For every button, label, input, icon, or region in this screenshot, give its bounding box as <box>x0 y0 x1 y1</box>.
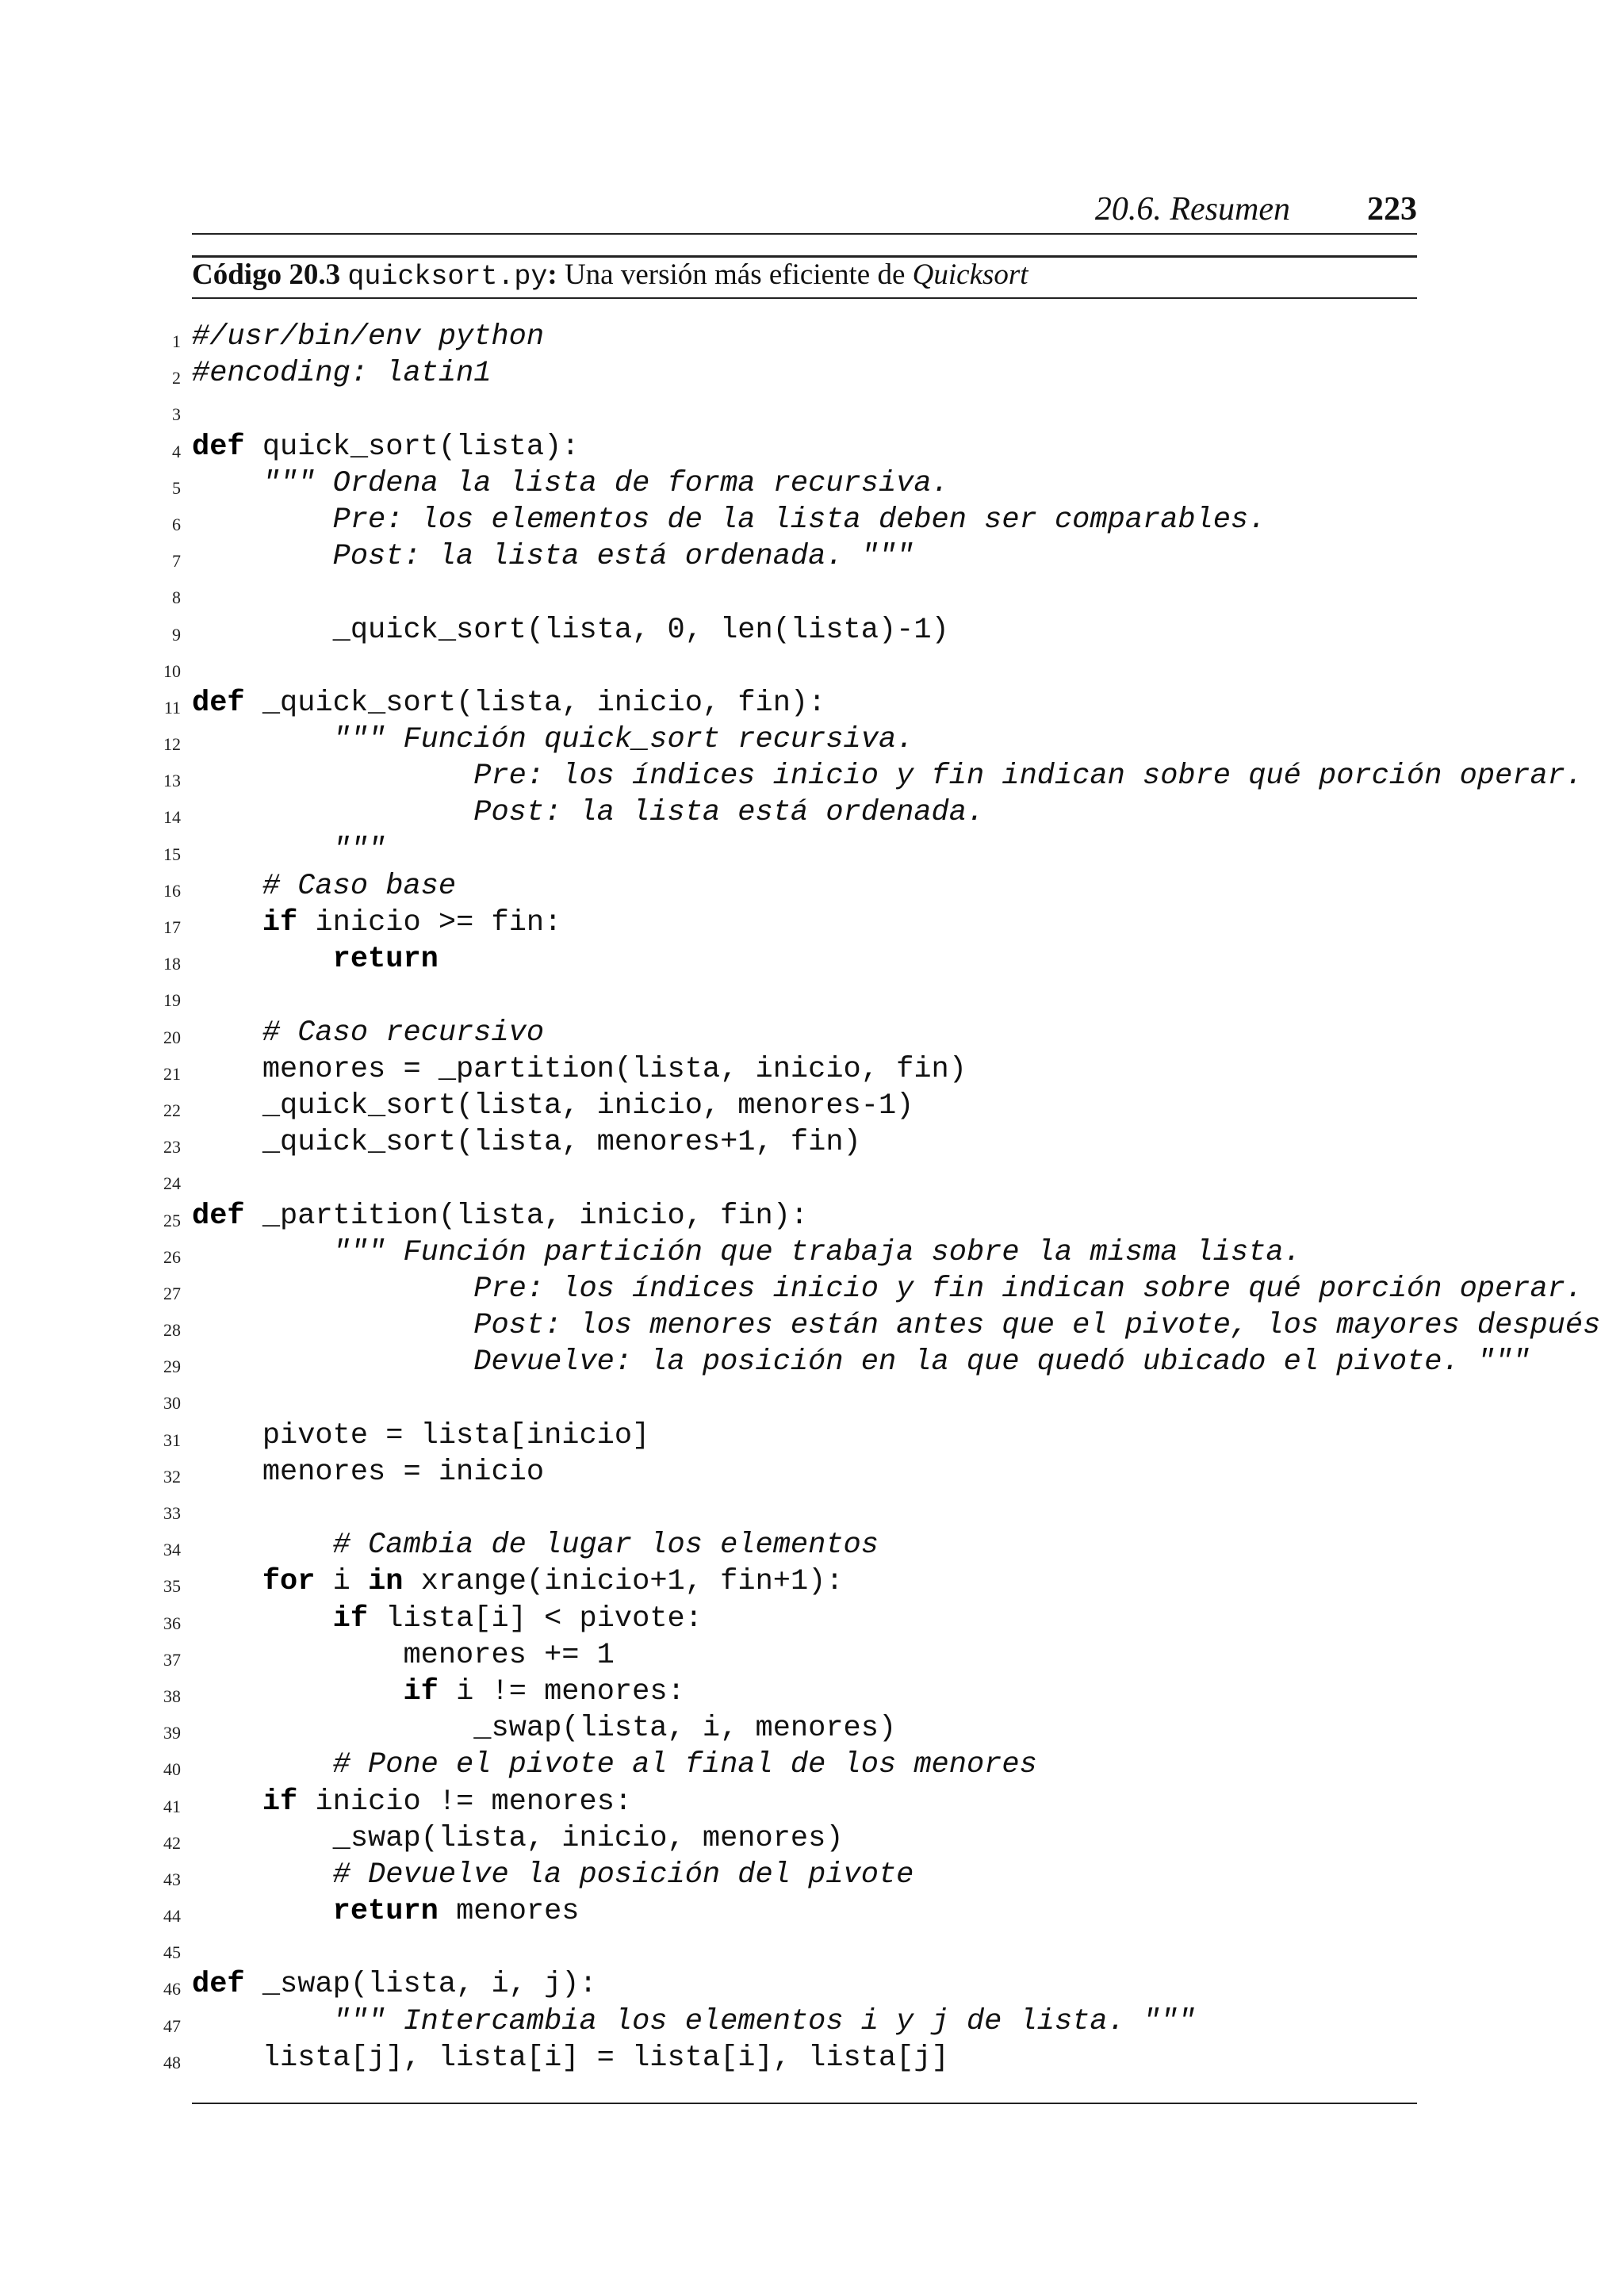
code-text <box>192 1747 1037 1783</box>
code-line <box>0 1490 1624 1527</box>
code-text <box>192 1454 544 1490</box>
code-keyword: return <box>332 1895 439 1929</box>
code-token <box>192 1785 262 1819</box>
code-comment: """ Intercambia los elementos i y j de lista. """ <box>192 2004 1196 2038</box>
line-number: 11 <box>163 697 181 718</box>
code-text <box>192 1527 879 1563</box>
code-line <box>0 1820 1624 1857</box>
code-line <box>0 1601 1624 1637</box>
code-comment: # Caso base <box>192 869 457 903</box>
code-line <box>0 1637 1624 1674</box>
code-token: _quick_sort(lista, menores+1, fin) <box>192 1126 861 1160</box>
line-number: 36 <box>163 1613 181 1633</box>
code-line <box>0 1454 1624 1490</box>
line-number: 10 <box>163 660 181 681</box>
code-text <box>192 1418 649 1454</box>
code-text <box>192 355 491 392</box>
code-line <box>0 832 1624 868</box>
page-number: 223 <box>1367 191 1417 228</box>
line-number: 8 <box>172 587 181 608</box>
code-line <box>0 355 1624 392</box>
code-token: menores += 1 <box>192 1638 615 1672</box>
code-keyword: for <box>262 1565 316 1599</box>
code-line <box>0 575 1624 611</box>
code-line <box>0 685 1624 721</box>
line-number: 17 <box>163 917 181 937</box>
code-line <box>0 1893 1624 1930</box>
code-line <box>0 794 1624 831</box>
code-token: _quick_sort(lista, 0, len(lista)-1) <box>192 613 949 647</box>
code-comment: """ Función partición que trabaja sobre la misma lista. <box>192 1235 1301 1269</box>
code-line <box>0 941 1624 978</box>
line-number: 32 <box>163 1466 181 1487</box>
line-number: 19 <box>163 990 181 1011</box>
code-line <box>0 1710 1624 1747</box>
code-text <box>192 1893 580 1930</box>
line-number: 37 <box>163 1649 181 1670</box>
code-text <box>192 758 1583 794</box>
code-keyword: def <box>192 1968 245 2002</box>
line-number: 20 <box>163 1027 181 1047</box>
line-number: 25 <box>163 1210 181 1230</box>
code-text <box>192 832 385 868</box>
code-comment: """ Ordena la lista de forma recursiva. <box>192 466 949 500</box>
line-number: 47 <box>163 2015 181 2036</box>
code-comment: Post: la lista está ordenada. """ <box>192 540 914 574</box>
listing-bottom-rule <box>192 2103 1417 2104</box>
code-text <box>192 794 984 831</box>
code-token: menores = inicio <box>192 1455 545 1489</box>
code-token: _quick_sort(lista, inicio, fin): <box>244 686 826 720</box>
code-token <box>192 906 262 939</box>
line-number: 43 <box>163 1869 181 1889</box>
code-line <box>0 1344 1624 1380</box>
line-number: 18 <box>163 954 181 974</box>
caption-bottom-rule <box>192 297 1417 299</box>
code-token: lista[j], lista[i] = lista[i], lista[j] <box>192 2041 949 2075</box>
code-text <box>192 1307 1600 1344</box>
code-token: _swap(lista, i, menores) <box>192 1712 897 1746</box>
code-line <box>0 1124 1624 1161</box>
line-number: 15 <box>163 844 181 864</box>
caption-colon: : <box>547 258 557 291</box>
code-text <box>192 1601 703 1637</box>
code-keyword: def <box>192 430 245 464</box>
code-keyword: def <box>192 1199 245 1233</box>
code-text <box>192 868 456 905</box>
code-token: _swap(lista, i, j): <box>244 1968 597 2002</box>
code-comment: """ <box>192 832 386 867</box>
code-line <box>0 319 1624 355</box>
code-line <box>0 2003 1624 2040</box>
code-comment: """ Función quick_sort recursiva. <box>192 723 914 757</box>
code-keyword: if <box>332 1601 369 1636</box>
line-number: 5 <box>172 477 181 498</box>
code-keyword: def <box>192 686 245 720</box>
line-number: 29 <box>163 1357 181 1377</box>
header-rule <box>192 233 1417 235</box>
caption-text: Una versión más eficiente de <box>557 258 913 291</box>
code-keyword: in <box>368 1565 404 1599</box>
code-text <box>192 1966 597 2003</box>
code-token <box>192 1565 262 1598</box>
code-line <box>0 721 1624 758</box>
code-text <box>192 1088 914 1124</box>
code-token: menores <box>438 1895 580 1929</box>
code-line <box>0 429 1624 465</box>
code-keyword: if <box>262 906 298 939</box>
line-number: 26 <box>163 1246 181 1267</box>
code-comment: #encoding: latin1 <box>192 357 492 391</box>
code-comment: # Devuelve la posición del pivote <box>192 1858 914 1892</box>
code-line <box>0 905 1624 941</box>
code-line <box>0 1527 1624 1563</box>
line-number: 31 <box>163 1429 181 1450</box>
code-token <box>192 1675 403 1709</box>
code-text <box>192 905 561 941</box>
running-header <box>192 187 1417 235</box>
code-line <box>0 465 1624 502</box>
code-line <box>0 1088 1624 1124</box>
code-text <box>192 721 914 758</box>
code-text <box>192 1637 615 1674</box>
code-token: lista[i] < pivote: <box>368 1601 703 1636</box>
code-text <box>192 1563 844 1600</box>
code-line <box>0 392 1624 428</box>
code-line <box>0 1161 1624 1197</box>
code-text <box>192 1271 1583 1307</box>
code-line <box>0 1234 1624 1271</box>
code-token <box>192 1602 333 1636</box>
code-token: menores = _partition(lista, inicio, fin) <box>192 1052 967 1086</box>
code-line <box>0 1198 1624 1234</box>
caption-emphasis: Quicksort <box>912 258 1028 291</box>
line-number: 7 <box>172 551 181 572</box>
line-number: 21 <box>163 1063 181 1084</box>
code-text <box>192 429 580 465</box>
code-token: i <box>315 1565 369 1599</box>
code-line <box>0 612 1624 649</box>
code-line <box>0 1307 1624 1344</box>
code-token <box>192 943 333 976</box>
code-text <box>192 1820 844 1857</box>
code-line <box>0 1563 1624 1600</box>
code-text <box>192 538 914 575</box>
code-token: quick_sort(lista): <box>244 430 580 464</box>
code-comment: Post: la lista está ordenada. <box>192 796 985 830</box>
code-comment: Pre: los elementos de la lista deben ser comparables. <box>192 503 1266 537</box>
code-line <box>0 1015 1624 1051</box>
code-text <box>192 2040 949 2076</box>
code-text <box>192 1198 808 1234</box>
code-comment: #/usr/bin/env python <box>192 320 545 354</box>
line-number: 2 <box>172 368 181 388</box>
code-token: inicio >= fin: <box>297 906 562 939</box>
line-number: 4 <box>172 441 181 461</box>
listing-caption <box>192 257 1417 297</box>
code-comment: Devuelve: la posición en la que quedó ubicado el pivote. """ <box>192 1345 1530 1380</box>
code-comment: Pre: los índices inicio y fin indican sobre qué porción operar. <box>192 760 1584 794</box>
code-text <box>192 1784 632 1820</box>
code-token: inicio != menores: <box>297 1785 633 1819</box>
line-number: 9 <box>172 624 181 645</box>
caption-filename: quicksort.py <box>347 261 548 293</box>
code-line <box>0 1051 1624 1088</box>
code-line <box>0 1930 1624 1966</box>
code-line <box>0 1747 1624 1783</box>
line-number: 46 <box>163 1979 181 1999</box>
code-listing <box>0 319 1624 2076</box>
code-keyword: if <box>403 1674 439 1709</box>
code-text <box>192 1674 685 1710</box>
code-text <box>192 1051 967 1088</box>
code-line <box>0 502 1624 538</box>
code-comment: # Cambia de lugar los elementos <box>192 1529 879 1563</box>
code-text <box>192 1344 1530 1380</box>
code-comment: Post: los menores están antes que el pivote, los mayores después <box>192 1309 1601 1343</box>
line-number: 23 <box>163 1137 181 1158</box>
code-line <box>0 649 1624 685</box>
code-text <box>192 685 825 721</box>
line-number: 39 <box>163 1723 181 1743</box>
code-comment: # Caso recursivo <box>192 1016 545 1050</box>
section-title: 20.6. Resumen <box>1094 191 1290 228</box>
code-text <box>192 2003 1196 2040</box>
code-line <box>0 538 1624 575</box>
code-token: _swap(lista, inicio, menores) <box>192 1821 844 1855</box>
line-number: 44 <box>163 1906 181 1927</box>
code-text <box>192 1857 914 1893</box>
code-token: i != menores: <box>438 1674 685 1709</box>
code-text <box>192 1234 1301 1271</box>
line-number: 34 <box>163 1540 181 1560</box>
code-text <box>192 1124 861 1161</box>
code-text <box>192 612 949 649</box>
code-line <box>0 1857 1624 1893</box>
code-line <box>0 978 1624 1014</box>
line-number: 3 <box>172 404 181 425</box>
line-number: 16 <box>163 880 181 901</box>
code-token: xrange(inicio+1, fin+1): <box>403 1565 844 1599</box>
line-number: 22 <box>163 1100 181 1120</box>
code-text <box>192 941 439 978</box>
code-line <box>0 1966 1624 2003</box>
code-token: _quick_sort(lista, inicio, menores-1) <box>192 1089 914 1123</box>
line-number: 30 <box>163 1393 181 1414</box>
code-text <box>192 502 1266 538</box>
line-number: 13 <box>163 771 181 791</box>
line-number: 33 <box>163 1503 181 1523</box>
code-line <box>0 758 1624 794</box>
line-number: 28 <box>163 1320 181 1341</box>
line-number: 42 <box>163 1832 181 1853</box>
code-line <box>0 1674 1624 1710</box>
code-token: pivote = lista[inicio] <box>192 1418 650 1452</box>
code-token <box>192 1895 333 1928</box>
line-number: 40 <box>163 1759 181 1780</box>
line-number: 38 <box>163 1686 181 1706</box>
code-keyword: if <box>262 1785 298 1819</box>
code-line <box>0 1418 1624 1454</box>
code-text <box>192 319 544 355</box>
code-text <box>192 465 949 502</box>
code-keyword: return <box>332 943 439 977</box>
code-comment: Pre: los índices inicio y fin indican sobre qué porción operar. <box>192 1272 1584 1306</box>
caption-label: Código 20.3 <box>192 258 341 291</box>
line-number: 14 <box>163 807 181 828</box>
code-line <box>0 1784 1624 1820</box>
code-line <box>0 1271 1624 1307</box>
code-text <box>192 1710 896 1747</box>
line-number: 45 <box>163 1942 181 1963</box>
code-line <box>0 1380 1624 1417</box>
line-number: 27 <box>163 1283 181 1303</box>
code-comment: # Pone el pivote al final de los menores <box>192 1748 1037 1782</box>
line-number: 41 <box>163 1796 181 1816</box>
line-number: 35 <box>163 1576 181 1597</box>
line-number: 6 <box>172 514 181 534</box>
code-line <box>0 2040 1624 2076</box>
code-line <box>0 868 1624 905</box>
line-number: 24 <box>163 1173 181 1194</box>
line-number: 48 <box>163 2052 181 2072</box>
code-token: _partition(lista, inicio, fin): <box>244 1199 809 1233</box>
line-number: 12 <box>163 734 181 755</box>
code-text <box>192 1015 544 1051</box>
line-number: 1 <box>172 331 181 351</box>
